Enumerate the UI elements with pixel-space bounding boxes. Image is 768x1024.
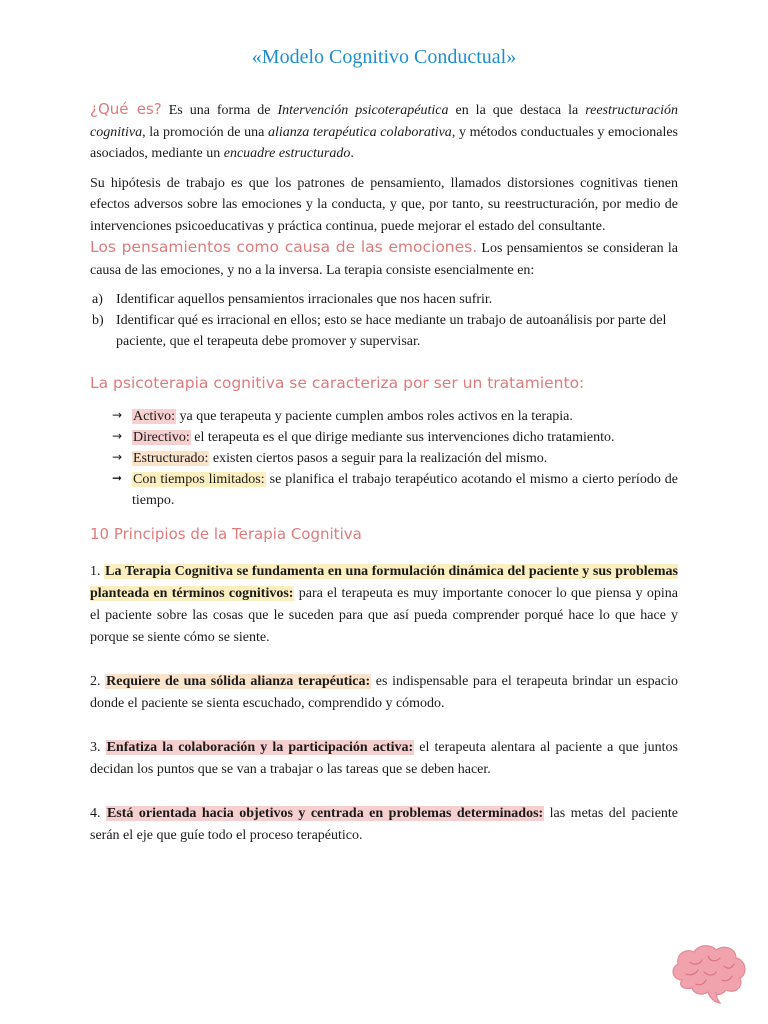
arrow-icon: → bbox=[112, 408, 123, 422]
principio-item bbox=[90, 671, 678, 715]
pensamientos-heading: Los pensamientos como causa de las emociones. bbox=[90, 238, 478, 256]
list-item bbox=[90, 469, 678, 511]
list-item bbox=[90, 448, 678, 469]
list-marker: a) bbox=[92, 292, 103, 307]
list-item bbox=[90, 406, 678, 427]
principio-title: La Terapia Cognitiva se fundamenta en una formulación dinámica del paciente y sus problemas planteada en términos cognitivos: bbox=[90, 564, 678, 601]
pensamientos-text: Los pensamientos se consideran la causa de las emociones, y no a la inversa. La terapia consiste esencialmente en: bbox=[90, 241, 678, 278]
italic-term: encuadre estructurado bbox=[223, 146, 351, 161]
italic-term: reestructuración cognitiva bbox=[90, 103, 678, 140]
principio-title: Requiere de una sólida alianza terapéutica: bbox=[106, 674, 371, 689]
text-run: . bbox=[350, 146, 354, 161]
italic-term: Intervención psicoterapéutica bbox=[277, 103, 449, 118]
principio-number: 1. bbox=[90, 564, 105, 579]
principio-number: 3. bbox=[90, 740, 106, 755]
principio-text: las metas del paciente serán el eje que guíe todo el proceso terapéutico. bbox=[90, 806, 679, 843]
text-run: , y métodos conductuales y emocionales asociados, mediante un bbox=[90, 124, 679, 161]
list-item-text: el terapeuta es el que dirige mediante sus intervenciones dicho tratamiento. bbox=[190, 430, 615, 445]
principio-item bbox=[90, 803, 678, 847]
principio-item bbox=[90, 561, 678, 649]
que-es-label: ¿Qué es? bbox=[90, 100, 162, 118]
list-item-text: existen ciertos pasos a seguir para la realización del mismo. bbox=[209, 451, 548, 466]
text-run: en la que destaca la bbox=[448, 103, 586, 118]
principio-title: Está orientada hacia objetivos y centrada en problemas determinados: bbox=[106, 806, 544, 821]
list-item-text: Identificar qué es irracional en ellos; esto se hace mediante un trabajo de autoanálisis por parte del paciente, que el terapeuta debe promover y supervisar. bbox=[116, 313, 667, 349]
arrow-icon: → bbox=[112, 450, 123, 464]
que-es-paragraph bbox=[90, 99, 678, 165]
italic-term: alianza terapéutica colaborativa bbox=[268, 124, 452, 140]
list-item bbox=[90, 310, 678, 352]
principio-title: Enfatiza la colaboración y la participación activa: bbox=[106, 740, 414, 755]
list-item-text: se planifica el trabajo terapéutico acotando el mismo a cierto período de tiempo. bbox=[132, 472, 679, 508]
caracteristicas-list bbox=[90, 406, 678, 511]
principio-text: el terapeuta alentara al paciente a que juntos decidan los puntos que se van a trabajar o las tareas que se deben hacer. bbox=[90, 740, 678, 777]
pensamientos-paragraph bbox=[90, 237, 678, 281]
hipotesis-paragraph: Su hipótesis de trabajo es que los patrones de pensamiento, llamados distorsiones cognitivas tienen efectos adversos sobre las emociones y la conducta, y que, por tanto, su reestructuración, por medio de intervenciones psicoeducativas y práctica continua, puede mejorar el estado del consultante. bbox=[90, 175, 678, 234]
text-run: Es una forma de bbox=[161, 103, 278, 118]
principio-number: 4. bbox=[90, 806, 106, 821]
term-activo: Activo: bbox=[133, 409, 175, 424]
principio-number: 2. bbox=[90, 674, 106, 689]
steps-list bbox=[90, 289, 678, 352]
principio-text: para el terapeuta es muy importante conocer lo que piensa y opina el paciente sobre las cosas que le suceden para que así pueda comprender porqué hace lo que hace y porque se siente cómo se siente. bbox=[90, 586, 678, 645]
term-directivo: Directivo: bbox=[133, 430, 190, 445]
list-item-text: Identificar aquellos pensamientos irracionales que nos hacen sufrir. bbox=[116, 292, 493, 307]
list-item bbox=[90, 427, 678, 448]
tratamiento-heading: La psicoterapia cognitiva se caracteriza por ser un tratamiento: bbox=[90, 374, 585, 392]
list-item bbox=[90, 289, 678, 310]
principios-heading: 10 Principios de la Terapia Cognitiva bbox=[90, 525, 362, 543]
list-item-text: ya que terapeuta y paciente cumplen ambos roles activos en la terapia. bbox=[176, 409, 573, 424]
arrow-icon: ➞ bbox=[112, 471, 123, 485]
term-estructurado: Estructurado: bbox=[133, 451, 209, 466]
principio-text: es indispensable para el terapeuta brindar un espacio donde el paciente se sienta escuchado, comprendido y cómodo. bbox=[90, 674, 678, 711]
arrow-icon: → bbox=[112, 429, 123, 443]
text-run: , la promoción de una bbox=[142, 124, 268, 140]
brain-icon bbox=[668, 940, 750, 1006]
page-title: «Modelo Cognitivo Conductual» bbox=[251, 46, 517, 68]
principio-item bbox=[90, 737, 678, 781]
list-marker: b) bbox=[92, 313, 104, 328]
document-page bbox=[90, 40, 678, 869]
term-tiempos: Con tiempos limitados: bbox=[133, 472, 265, 487]
